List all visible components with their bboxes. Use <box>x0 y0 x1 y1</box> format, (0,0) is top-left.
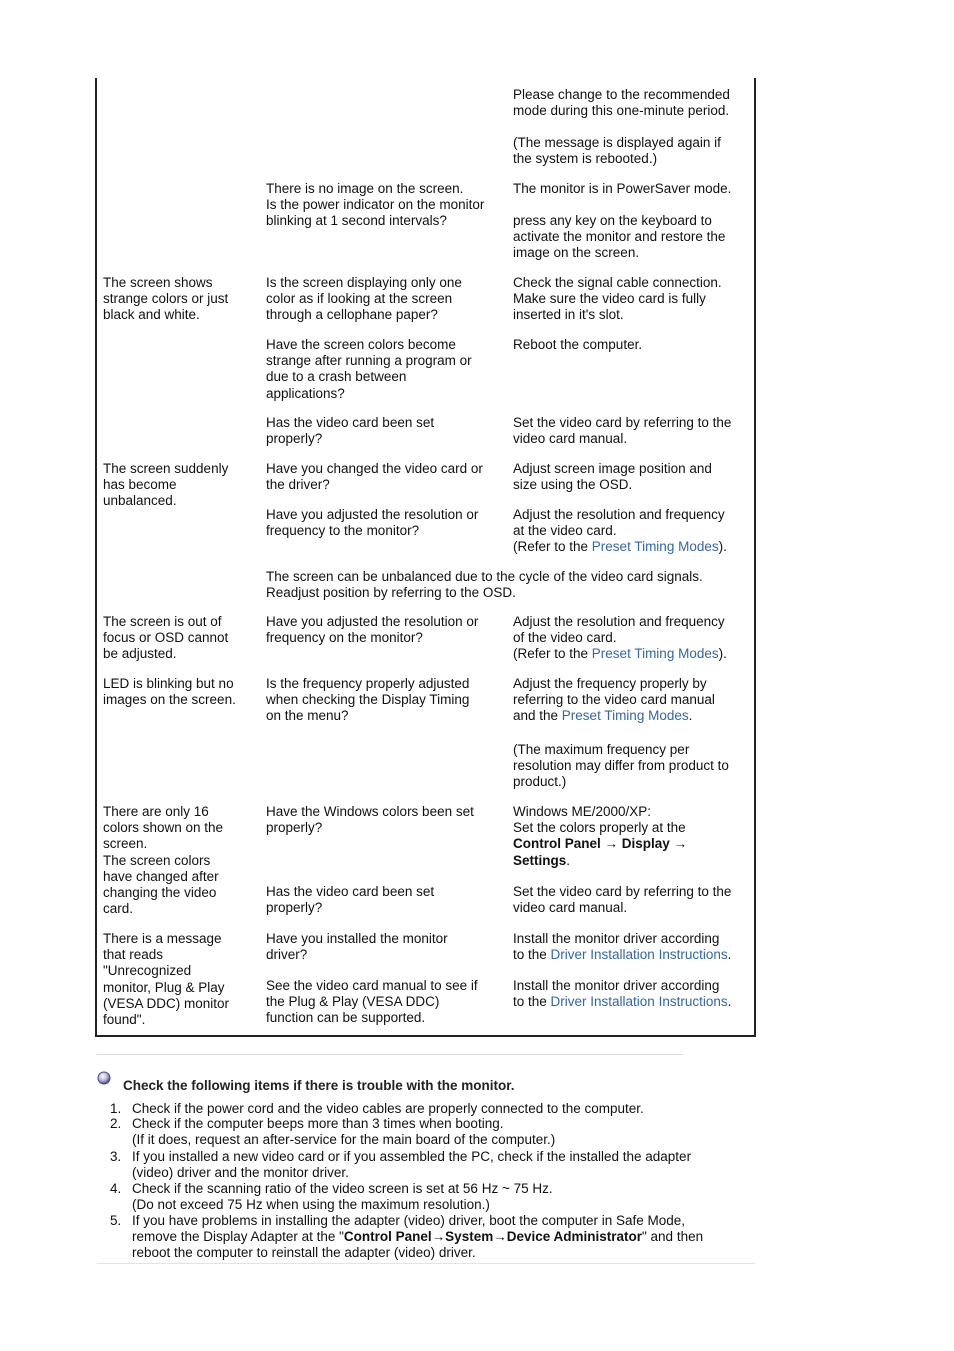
list-number: 1. <box>110 1101 122 1116</box>
r13-solution: Install the monitor driver according to the Driver Installation Instructions. <box>513 978 732 1010</box>
r5-check: Have you changed the video card or the driver? <box>266 461 483 493</box>
r2-check: Is the screen displaying only one color as if looking at the screen through a cellophane paper? <box>266 275 462 323</box>
list-item: If you installed a new video card or if you assembled the PC, check if the installed the adapter (video) driver and the monitor driver. <box>132 1149 692 1181</box>
r12-symptom: There is a message that reads "Unrecognized monitor, Plug & Play (VESA DDC) monitor found". <box>103 931 230 1028</box>
r12-check: Have you installed the monitor driver? <box>266 931 448 963</box>
r11-check: Has the video card been set properly? <box>266 884 435 916</box>
r2-solution: Check the signal cable connection. Make sure the video card is fully inserted in it's slot. <box>513 275 722 323</box>
list-item: Check if the computer beeps more than 3 times when booting. (If it does, request an after-service for the main board of the computer.) <box>132 1116 556 1148</box>
r8-symptom: The screen is out of focus or OSD cannot be adjusted. <box>103 614 229 662</box>
driver-installation-link[interactable]: Driver Installation Instructions <box>550 994 728 1010</box>
r5-symptom: The screen suddenly has become unbalanced. <box>103 461 229 509</box>
r9-check: Is the frequency properly adjusted when checking the Display Timing on the menu? <box>266 676 470 724</box>
list-number: 4. <box>110 1181 122 1196</box>
r13-check: See the video card manual to see if the Plug & Play (VESA DDC) function can be supported. <box>266 978 478 1026</box>
footer-divider <box>97 1263 755 1264</box>
preset-timing-modes-link[interactable]: Preset Timing Modes <box>561 708 689 724</box>
section-divider <box>97 1054 683 1055</box>
preset-timing-modes-link[interactable]: Preset Timing Modes <box>591 646 719 662</box>
list-item: Check if the power cord and the video cables are properly connected to the computer. <box>132 1101 644 1116</box>
r8-check: Have you adjusted the resolution or frequency on the monitor? <box>266 614 479 646</box>
section-heading: Check the following items if there is trouble with the monitor. <box>123 1078 515 1093</box>
r2-symptom: The screen shows strange colors or just black and white. <box>103 275 229 323</box>
r12-solution: Install the monitor driver according to the Driver Installation Instructions. <box>513 931 732 963</box>
r10-check: Have the Windows colors been set properly? <box>266 804 474 836</box>
r9-symptom: LED is blinking but no images on the screen. <box>103 676 236 708</box>
preset-timing-modes-link[interactable]: Preset Timing Modes <box>591 539 719 555</box>
r4-check: Has the video card been set properly? <box>266 415 435 447</box>
r3-check: Have the screen colors become strange after running a program or due to a crash between applications? <box>266 337 472 401</box>
list-item: If you have problems in installing the adapter (video) driver, boot the computer in Safe Mode, remove the Display Adapter at the "Control Panel→System→Device Administrator" and then reboot the computer to reinstall the adapter (video) driver. <box>132 1213 704 1261</box>
r8-solution: Adjust the resolution and frequency of the video card. (Refer to the Preset Timing Modes). <box>513 614 727 662</box>
circle-bullet-icon <box>97 1071 111 1085</box>
r9-solution: Adjust the frequency properly by referring to the video card manual and the Preset Timing Modes. <box>513 676 715 724</box>
r10-solution: Windows ME/2000/XP: Set the colors properly at the Control Panel → Display → Settings. <box>513 804 688 868</box>
r5-solution: Adjust screen image position and size using the OSD. <box>513 461 712 493</box>
r6-solution: Adjust the resolution and frequency at the video card. (Refer to the Preset Timing Modes). <box>513 507 727 555</box>
list-number: 5. <box>110 1213 122 1228</box>
list-number: 2. <box>110 1116 122 1131</box>
r3-solution: Reboot the computer. <box>513 337 643 352</box>
r6-check: Have you adjusted the resolution or frequency to the monitor? <box>266 507 479 539</box>
r9-solution-b: (The maximum frequency per resolution may differ from product to product.) <box>513 742 729 790</box>
r1-solution-a: The monitor is in PowerSaver mode. <box>513 181 732 196</box>
r0-solution-b: (The message is displayed again if the system is rebooted.) <box>513 135 721 167</box>
r11-solution: Set the video card by referring to the video card manual. <box>513 884 732 916</box>
r0-solution-a: Please change to the recommended mode during this one-minute period. <box>513 87 730 119</box>
r7-note: The screen can be unbalanced due to the cycle of the video card signals. Readjust position by referring to the OSD. <box>266 569 703 601</box>
driver-installation-link[interactable]: Driver Installation Instructions <box>550 947 728 963</box>
r1-solution-b: press any key on the keyboard to activate the monitor and restore the image on the screen. <box>513 213 726 261</box>
r1-check: There is no image on the screen. Is the power indicator on the monitor blinking at 1 second intervals? <box>266 181 485 229</box>
list-item: Check if the scanning ratio of the video screen is set at 56 Hz ~ 75 Hz. (Do not exceed 75 Hz when using the maximum resolution.) <box>132 1181 553 1213</box>
r10-symptom: There are only 16 colors shown on the screen. The screen colors have changed after changing the video card. <box>103 804 224 917</box>
r4-solution: Set the video card by referring to the video card manual. <box>513 415 732 447</box>
list-number: 3. <box>110 1149 122 1164</box>
